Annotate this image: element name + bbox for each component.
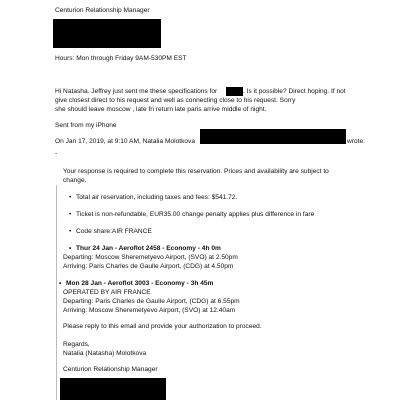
flight-1-depart: Departing: Moscow Sheremetyevo Airport, (SVO) at 2.50pm [63,254,238,261]
regards: Regards, [63,341,90,348]
quote-header-tail: wrote: [347,138,365,145]
dash: - [55,150,58,157]
redacted-block [53,19,161,48]
bullet-total: • Total air reservation, including taxes and fees: $541.72. [76,194,237,203]
flight-2-arrive: Arriving: Moscow Sheremetyevo Airport, (SVO) at 12.40am [63,307,236,314]
message-line-1-tail: . Is it possible? Direct hoping. If not [243,88,346,95]
flight-1-arrive: Arriving: Paris Charles de Gaulle Airport, (CDG) at 4.50pm [63,263,234,270]
message-line-3: she should leave moscow , late fri return late paris arrive middle of night. [55,106,267,113]
redacted-inline [226,87,243,96]
quoted-intro-1: Your response is required to complete this reservation. Prices and availability are subject to [63,168,329,175]
flight-1-heading: • Thur 24 Jan - Aeroflot 2458 - Economy - 4h 0m [76,245,221,254]
redacted-signature [60,378,166,400]
message-line-1: Hi Natasha. Jeffrey just sent me these specifications for [55,88,218,95]
signature-hours: Hours: Mon through Friday 9AM-530PM EST [55,55,187,62]
quote-rule [56,185,57,400]
flight-2-depart: Departing: Paris Charles de Gaulle Airport, (CDG) at 6.55pm [63,298,240,305]
sender-role: Centurion Relationship Manager [63,366,158,373]
reply-request: Please reply to this email and provide your authorization to proceed. [63,323,262,330]
sent-from: Sent from my iPhone [55,122,117,129]
signature-title: Centurion Relationship Manager [55,7,150,14]
bullet-ticket: • Ticket is non-refundable, EUR35.00 change penalty applies plus difference in fare [76,211,314,220]
quoted-intro-2: change. [63,177,87,184]
quote-header: On Jan 17, 2019, at 9:10 AM, Natalia Molotkova [55,138,196,145]
sender-name: Natalia (Natasha) Molotkova [63,350,147,357]
redacted-email [200,129,346,144]
bullet-codeshare: • Code share:AIR FRANCE [76,228,152,237]
message-line-2: give closest direct to his request and well as connecting close to his request. Sorry [55,97,296,104]
flight-2-operated: OPERATED BY AIR FRANCE [63,289,151,296]
flight-2-heading: • Mon 28 Jan - Aeroflot 3003 - Economy - 3h 45m [66,280,213,289]
